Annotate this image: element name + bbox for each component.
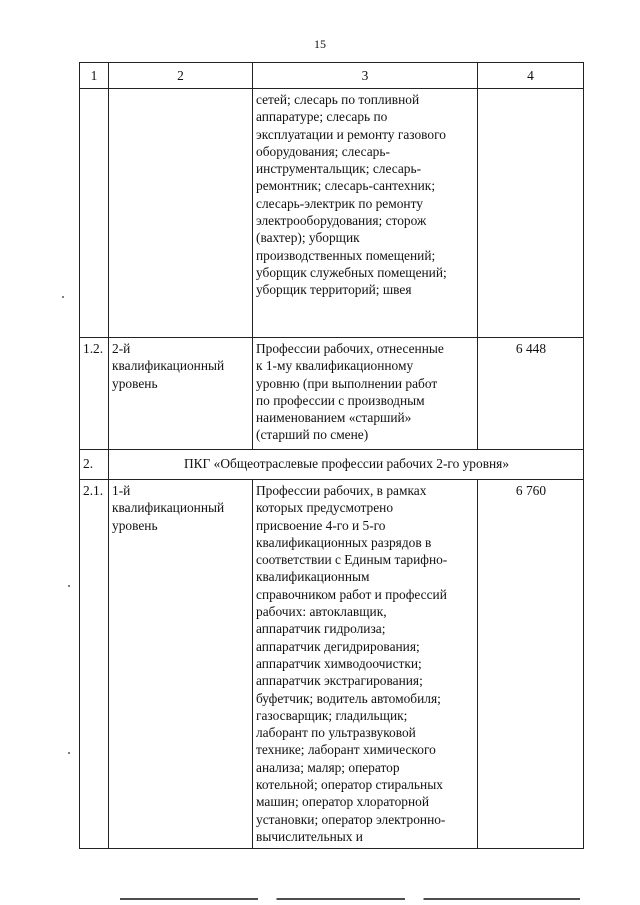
profession-description: Профессии рабочих, в рамках которых предусмотрено присвоение 4-го и 5-го квалификационных разрядов в соответствии с Единым тарифно- квалификационным справочником работ и профессий рабочих: автоклавщик, аппаратчик гидролиза; аппаратчик дегидрирования; аппаратчик химводоочистки; аппаратчик экстрагирования; буфетчик; водитель автомобиля; газосварщик; гладильщик; лаборант по ультразвуковой технике; лаборант химического анализа; маляр; оператор котельной; оператор стиральных машин; оператор хлораторной установки; оператор электронно- вычислительных и [253, 480, 478, 849]
table-row [80, 338, 584, 450]
salary-value [478, 89, 584, 338]
scan-edge-mark [120, 898, 580, 900]
salary-value: 6 760 [478, 480, 584, 849]
profession-description: сетей; слесарь по топливной аппаратуре; слесарь по эксплуатации и ремонту газового оборудования; слесарь- инструментальщик; слесарь- ремонтник; слесарь-сантехник; слесарь-электрик по ремонту электрооборудования; сторож (вахтер); уборщик производственных помещений; уборщик служебных помещений; уборщик территорий; швея [253, 89, 478, 338]
qualification-level: 1-й квалификационный уровень [109, 480, 253, 849]
qualification-level [109, 89, 253, 338]
profession-description: Профессии рабочих, отнесенные к 1-му квалификационному уровню (при выполнении работ по профессии с производным наименованием «старший» (старший по смене) [253, 338, 478, 450]
header-col-4: 4 [478, 63, 584, 89]
row-number [80, 89, 109, 338]
group-number: 2. [80, 450, 109, 480]
group-title: ПКГ «Общеотраслевые профессии рабочих 2-го уровня» [109, 450, 584, 480]
table-header-row [80, 63, 584, 89]
salary-value: 6 448 [478, 338, 584, 450]
scan-speck [62, 296, 64, 298]
table-row-group [80, 450, 584, 480]
table-row [80, 89, 584, 338]
header-col-2: 2 [109, 63, 253, 89]
header-col-3: 3 [253, 63, 478, 89]
row-number: 1.2. [80, 338, 109, 450]
qualification-level: 2-й квалификационный уровень [109, 338, 253, 450]
header-col-1: 1 [80, 63, 109, 89]
row-number: 2.1. [80, 480, 109, 849]
scan-speck [68, 752, 70, 754]
page-number: 15 [314, 37, 326, 51]
table-row [80, 480, 584, 849]
salary-table [79, 62, 584, 849]
scan-speck [68, 585, 70, 587]
